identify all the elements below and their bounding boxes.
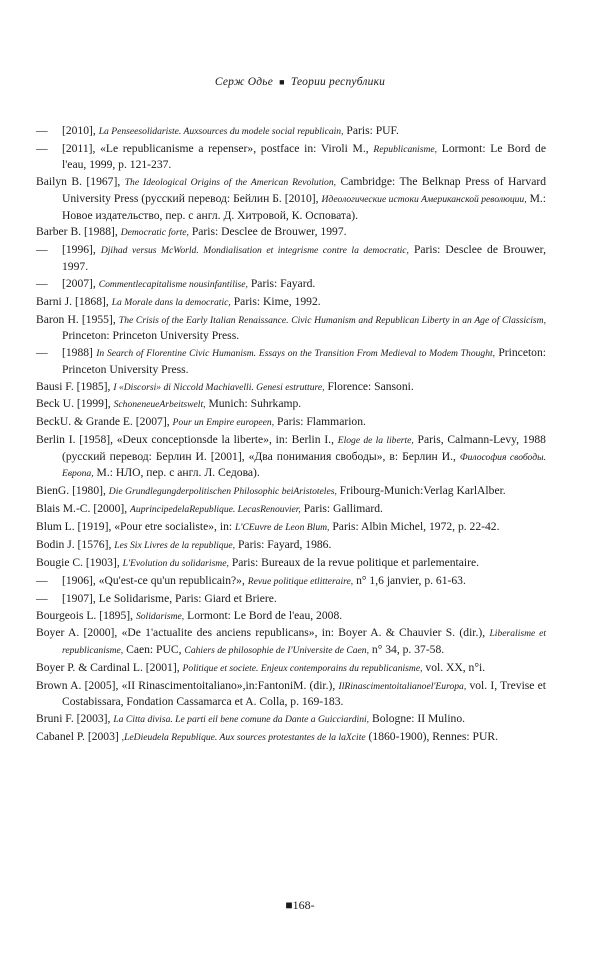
- entry-dash: —: [36, 346, 48, 360]
- entry-text: Paris: Fayard, 1986.: [237, 538, 332, 551]
- page-number: ■168-: [285, 898, 315, 912]
- bibliography-entry: [36, 141, 546, 173]
- entry-text: Princeton: Princeton University Press.: [62, 346, 546, 376]
- entry-title: Eloge de la liberte,: [337, 435, 414, 447]
- entry-text: Paris: Kime, 1992.: [233, 294, 321, 308]
- entry-text: n° 1,6 janvier, p. 61-63.: [356, 573, 466, 587]
- entry-text: Bailyn B. [1967],: [36, 175, 121, 189]
- entry-text: Bruni F. [2003],: [36, 712, 111, 726]
- entry-dash: —: [36, 141, 48, 155]
- entry-text: Lormont: Le Bord de l'eau, 2008.: [187, 608, 343, 622]
- bibliography-list: [36, 123, 546, 747]
- entry-text: Paris: Desclee de Brouwer, 1997.: [62, 243, 546, 273]
- bibliography-entry: [36, 276, 546, 293]
- entry-text: Lormont: Le Bord de l'eau, 1999, p. 121-237.: [62, 141, 546, 172]
- entry-title: Revue politique etlitteraire,: [247, 575, 354, 587]
- entry-text: Caen: PUC,: [126, 643, 182, 657]
- running-head: [0, 76, 600, 88]
- entry-text: Paris: Gallimard.: [303, 502, 383, 516]
- bibliography-entry: [36, 608, 546, 625]
- bibliography-entry: [36, 414, 546, 431]
- entry-text: Barni J. [1868],: [36, 294, 109, 308]
- running-head-title: Теории республики: [290, 76, 386, 88]
- entry-text: M.: Новое издательство, пер. с англ. Д. Хитровой, К. Осповата).: [62, 191, 547, 222]
- entry-title: Pour un Empire europeen,: [172, 417, 275, 429]
- entry-text: Brown A. [2005], «II Rinascimentoitaliano»,in:FantoniM. (dir.),: [36, 678, 336, 692]
- bibliography-entry: [36, 312, 546, 344]
- entry-title: The Crisis of the Early Italian Renaissance. Civic Humanism and Republican Liberty in an Age of Classicism,: [118, 314, 546, 326]
- bibliography-entry: [36, 660, 546, 677]
- entry-text: Paris, Calmann-Levy, 1988 (русский перевод: Берлин И. [2001], «Два понимания свободы», в: Берлин И.,: [62, 433, 546, 463]
- entry-text: [2007],: [62, 276, 96, 290]
- entry-text: Bausi F. [1985],: [36, 379, 111, 393]
- entry-text: (1860-1900), Rennes: PUR.: [368, 730, 499, 744]
- entry-text: n° 34, p. 37-58.: [371, 643, 445, 657]
- bibliography-entry: [36, 519, 546, 536]
- bibliography-entry: [36, 432, 546, 482]
- entry-title: IlRinascimentoitalianoel'Europa,: [338, 680, 467, 692]
- bibliography-entry: [36, 537, 546, 554]
- entry-text: Paris: PUF.: [346, 124, 399, 137]
- bibliography-entry: [36, 501, 546, 518]
- bibliography-entry: [36, 678, 546, 710]
- entry-text: M.: НЛО, пер. с англ. Л. Седова).: [96, 466, 260, 480]
- entry-dash: —: [36, 243, 48, 257]
- entry-title: In Search of Florentine Civic Humanism. Essays on the Transition From Medieval to Modem Thought,: [96, 348, 496, 360]
- entry-text: Fribourg-Munich:Verlag KarlAlber.: [339, 484, 506, 498]
- entry-text: Barber B. [1988],: [36, 225, 118, 239]
- entry-text: Berlin I. [1958], «Deux conceptionsde la liberte», in: Berlin I.,: [36, 433, 334, 447]
- entry-text: Baron H. [1955],: [36, 312, 116, 326]
- entry-text: Blum L. [1919], «Pour etre socialiste», in:: [36, 520, 233, 534]
- bibliography-entry: [36, 224, 546, 241]
- entry-text: BeckU. & Grande E. [2007],: [36, 415, 170, 429]
- entry-title: L'CEuvre de Leon Blum,: [235, 522, 330, 534]
- entry-text: Princeton: Princeton University Press.: [62, 329, 240, 343]
- entry-title: La Penseesolidariste. Auxsources du modele social republicain,: [98, 126, 344, 137]
- entry-title: SchoneneueArbeitswelt,: [113, 399, 206, 411]
- entry-text: BienG. [1980],: [36, 484, 106, 498]
- entry-text: vol. XX, n°i.: [425, 660, 486, 674]
- bibliography-entry: [36, 345, 546, 377]
- entry-title: Die Grundlegungderpolitischen Philosophic beiAristoteles,: [108, 486, 337, 498]
- entry-title: AuprincipedelaRepublique. LecasRenouvier,: [130, 504, 301, 516]
- bibliography-entry: [36, 483, 546, 500]
- entry-text: Cambridge: The Belknap Press of Harvard University Press (русский перевод: Бейлин Б. [2010],: [62, 175, 547, 205]
- bibliography-entry: [36, 242, 546, 274]
- separator-square-icon: ■: [279, 77, 285, 87]
- entry-title: I «Discorsi» di Niccold Machiavelli. Genesi estrutture,: [113, 381, 325, 393]
- entry-text: Boyer P. & Cardinal L. [2001],: [36, 660, 180, 674]
- bibliography-entry: [36, 396, 546, 413]
- entry-title: Solidarisme,: [135, 610, 185, 622]
- entry-dash: —: [36, 124, 48, 137]
- entry-text: [1906], «Qu'est-ce qu'un republicain?»,: [62, 573, 245, 587]
- entry-title: Cahiers de philosophie de I'Universite de Caen,: [184, 645, 369, 657]
- entry-text: [1907], Le Solidarisme, Paris: Giard et Briere.: [62, 591, 277, 605]
- entry-text: Munich: Suhrkamp.: [208, 397, 302, 411]
- entry-text: Bourgeois L. [1895],: [36, 608, 134, 622]
- entry-title: Djihad versus McWorld. Mondialisation et integrisme contre la democratic,: [100, 245, 409, 257]
- entry-title: The Ideological Origins of the American Revolution,: [124, 177, 337, 189]
- entry-text: Blais M.-C. [2000],: [36, 502, 128, 516]
- bibliography-entry: [36, 625, 546, 658]
- entry-text: [2011], «Le republicanisme a repenser», postface in: Viroli M.,: [62, 141, 369, 155]
- entry-dash: —: [36, 573, 48, 587]
- entry-text: [1988]: [62, 346, 93, 360]
- entry-text: Paris: Desclee de Brouwer, 1997.: [191, 225, 347, 239]
- entry-title: La Morale dans la democratic,: [111, 296, 231, 308]
- entry-text: Paris: Albin Michel, 1972, p. 22-42.: [332, 520, 500, 534]
- bibliography-entry: [36, 379, 546, 396]
- entry-text: [2010],: [62, 124, 96, 137]
- entry-title: Liberalisme et republicanisme,: [62, 628, 546, 657]
- entry-title: Democratic forte,: [120, 227, 189, 239]
- entry-text: Bologne: II Mulino.: [371, 712, 466, 726]
- bibliography-entry: [36, 555, 546, 572]
- entry-title: L'Evolution du solidarisme,: [122, 557, 229, 569]
- entry-title: La Citta divisa. Le parti eil bene comune da Dante a Guicciardini,: [113, 714, 370, 726]
- entry-text: Cabanel P. [2003]: [36, 730, 119, 744]
- bibliography-entry: [36, 573, 546, 590]
- bibliography-entry: [36, 123, 546, 140]
- entry-text: Bodin J. [1576],: [36, 538, 112, 551]
- entry-text: [1996],: [62, 243, 96, 257]
- entry-text: Florence: Sansoni.: [327, 379, 414, 393]
- bibliography-entry: [36, 729, 546, 746]
- bibliography-entry: [36, 711, 546, 728]
- entry-title: Republicanisme,: [373, 143, 438, 155]
- running-head-author: Серж Одье: [214, 76, 274, 88]
- entry-text: Paris: Fayard.: [250, 276, 316, 290]
- entry-title: Les Six Livres de la republique,: [114, 540, 236, 551]
- entry-title: Commentlecapitalisme nousinfantilise,: [98, 278, 248, 290]
- entry-dash: —: [36, 276, 48, 290]
- bibliography-entry: [36, 591, 546, 607]
- entry-text: Bougie C. [1903],: [36, 555, 120, 569]
- entry-text: Boyer A. [2000], «De 1'actualite des anciens republicans», in: Boyer A. & Chauvier S. (dir.),: [36, 626, 486, 640]
- entry-text: Paris: Bureaux de la revue politique et parlementaire.: [231, 555, 480, 569]
- entry-title: ,LeDieudela Republique. Aux sources protestantes de la laXcite: [121, 732, 366, 744]
- entry-text: Beck U. [1999],: [36, 397, 111, 411]
- entry-title: Философия свободы. Европа,: [62, 451, 546, 480]
- entry-text: vol. I, Trevise et Costabissara, Fondation Cassamarca et A. Colla, p. 169-183.: [62, 678, 547, 709]
- entry-title: Politique et societe. Enjeux contemporains du republicanisme,: [182, 662, 423, 674]
- entry-text: Paris: Flammarion.: [277, 415, 366, 429]
- entry-dash: —: [36, 591, 48, 605]
- bibliography-entry: [36, 294, 546, 311]
- entry-title: Идеологические истоки Американской революции,: [321, 193, 527, 205]
- bibliography-entry: [36, 174, 546, 223]
